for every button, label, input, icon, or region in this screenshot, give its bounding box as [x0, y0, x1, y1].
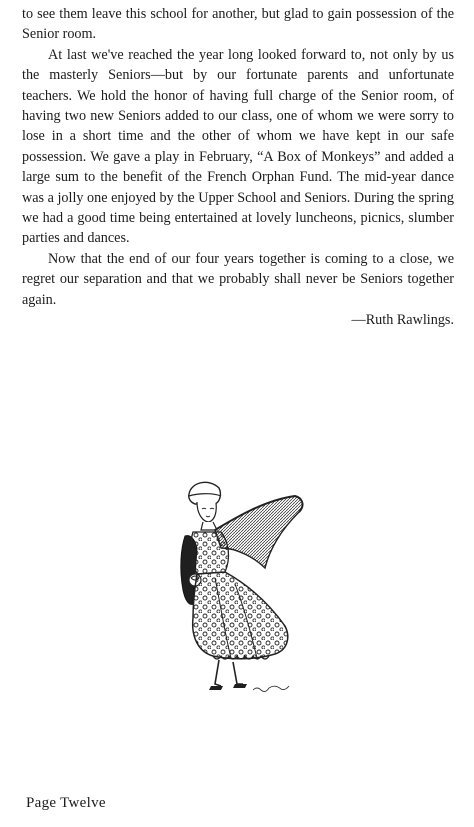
paragraph-continuation: to see them leave this school for another, but glad to gain possession of the Senior room. [22, 6, 454, 43]
dancing-girl-illustration [175, 478, 310, 703]
paragraph-senior-year: At last we've reached the year long looked forward to, not only by us the masterly Seniors—but by our fortunate parents and unfortunate teachers. We hold the honor of having full charge of the Senior room, of having two new Seniors added to our class, one of whom we were sorry to lose in a short time and the other of whom we have kept in our safe possession. We gave a play in February, “A Box of Monkeys” and added a large sum to the benefit of the French Orphan Fund. The mid-year dance was a jolly one enjoyed by the Upper School and Seniors. During the spring we had a good time being entertained at lovely luncheons, picnics, slumber parties and dances. [22, 46, 454, 247]
author-signature: —Ruth Rawlings. [351, 312, 454, 329]
page-number: Page Twelve [26, 795, 106, 811]
paragraph-closing: Now that the end of our four years together is coming to a close, we regret our separation and that we probably shall never be Seniors together again. [22, 250, 454, 308]
article-text [22, 4, 454, 331]
